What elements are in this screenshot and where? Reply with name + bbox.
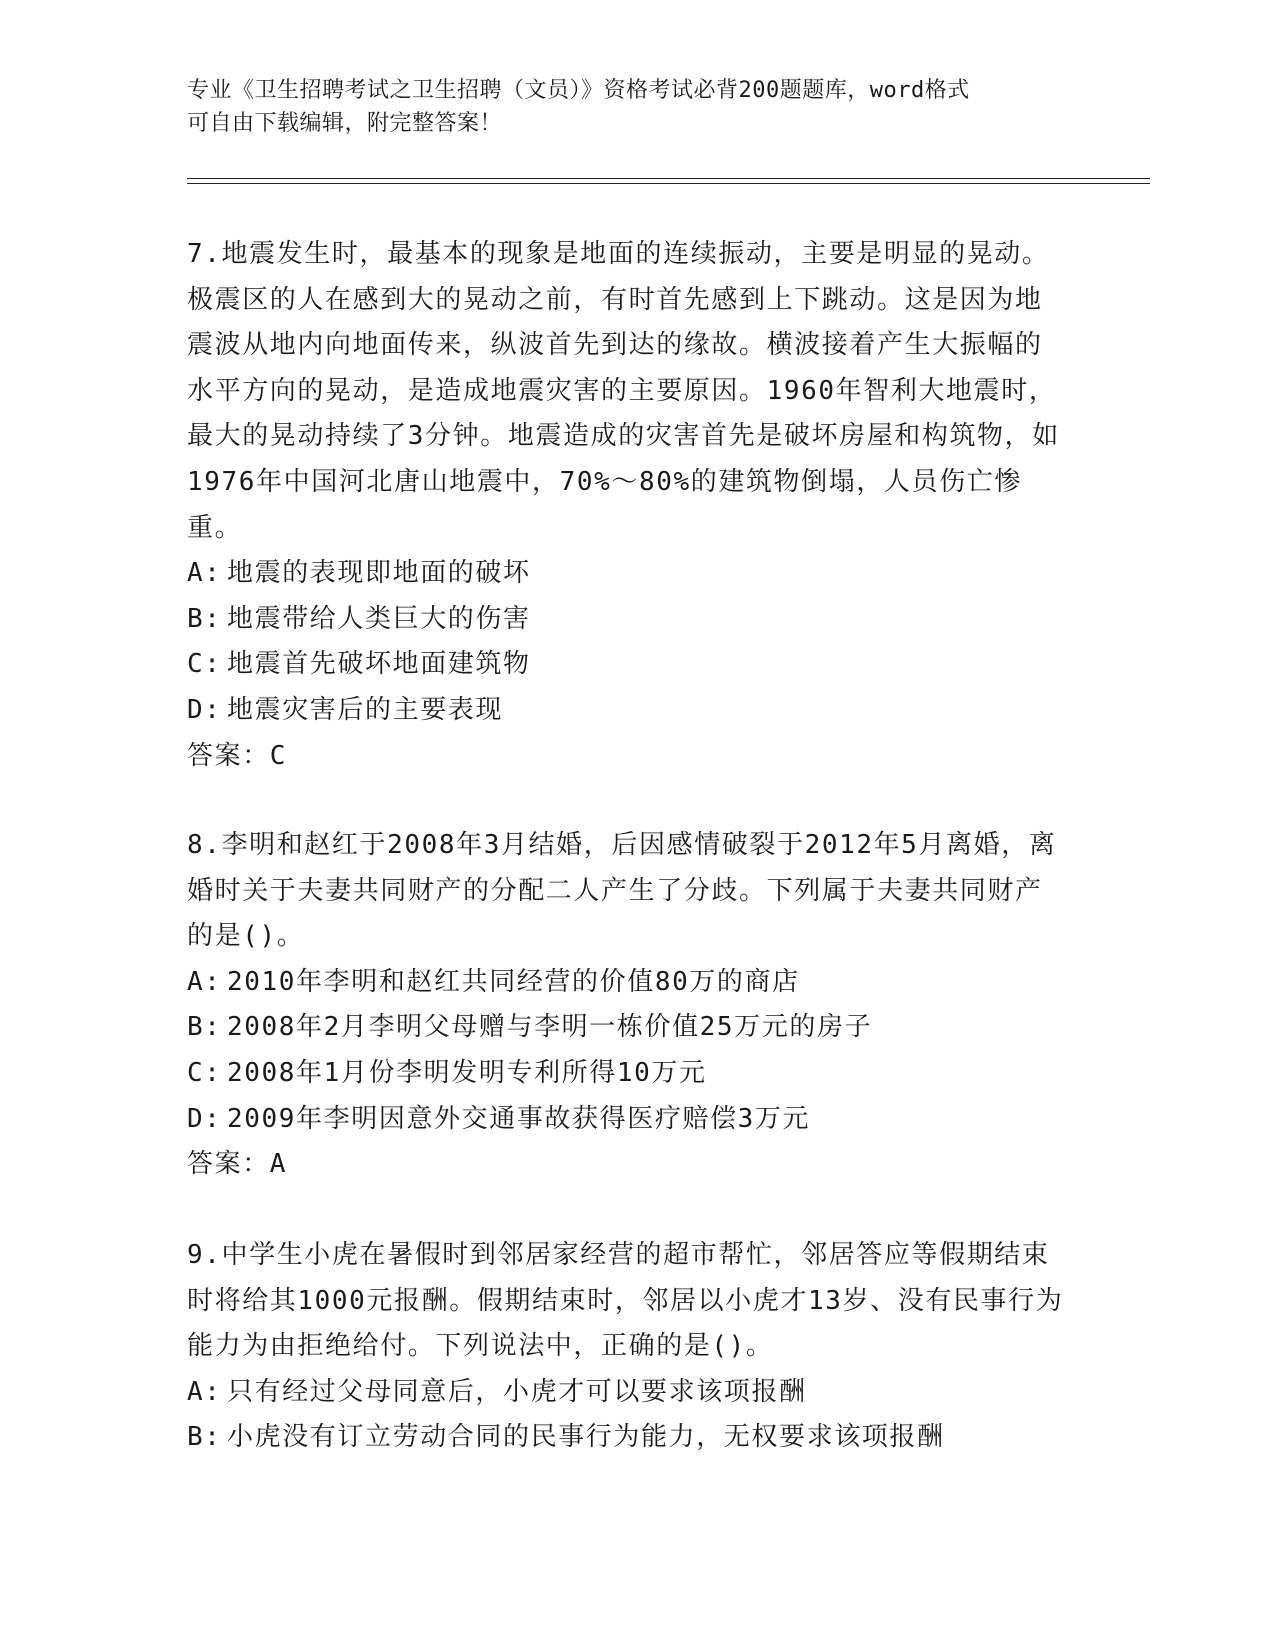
option-letter: B: xyxy=(187,1012,222,1043)
option-letter: D: xyxy=(187,694,222,725)
option-letter: A: xyxy=(187,966,222,997)
option-text: 地震首先破坏地面建筑物 xyxy=(227,649,531,680)
option-a xyxy=(187,1370,1067,1416)
option-text: 2010年李明和赵红共同经营的价值80万的商店 xyxy=(227,966,800,997)
document-header xyxy=(187,74,1067,140)
option-a xyxy=(187,960,1067,1006)
question-stem: 9.中学生小虎在暑假时到邻居家经营的超市帮忙，邻居答应等假期结束时将给其1000元报酬。假期结束时，邻居以小虎才13岁、没有民事行为能力为由拒绝给付。下列说法中，正确的是()。 xyxy=(187,1240,1064,1362)
question-8 xyxy=(187,823,1067,1188)
option-text: 小虎没有订立劳动合同的民事行为能力，无权要求该项报酬 xyxy=(227,1422,945,1453)
option-b xyxy=(187,1005,1067,1051)
option-d xyxy=(187,688,1067,734)
option-letter: D: xyxy=(187,1103,222,1134)
option-text: 2008年2月李明父母赠与李明一栋价值25万元的房子 xyxy=(227,1012,873,1043)
option-c xyxy=(187,642,1067,688)
question-7 xyxy=(187,232,1067,779)
option-text: 只有经过父母同意后，小虎才可以要求该项报酬 xyxy=(227,1376,807,1407)
option-b xyxy=(187,1415,1067,1461)
header-divider-bottom xyxy=(187,183,1150,184)
option-letter: A: xyxy=(187,558,222,589)
option-letter: B: xyxy=(187,1422,222,1453)
answer-label: 答案：A xyxy=(187,1149,288,1180)
header-divider-top xyxy=(187,178,1150,179)
answer-label: 答案：C xyxy=(187,740,288,771)
option-c xyxy=(187,1051,1067,1097)
option-d xyxy=(187,1097,1067,1143)
option-b xyxy=(187,597,1067,643)
header-line-1: 专业《卫生招聘考试之卫生招聘（文员）》资格考试必背200题题库，word格式 xyxy=(187,78,970,103)
option-text: 地震灾害后的主要表现 xyxy=(227,694,504,725)
question-stem: 7.地震发生时，最基本的现象是地面的连续振动，主要是明显的晃动。极震区的人在感到大的晃动之前，有时首先感到上下跳动。这是因为地震波从地内向地面传来，纵波首先到达的缘故。横波接着产生大振幅的水平方向的晃动，是造成地震灾害的主要原因。1960年智利大地震时，最大的晃动持续了3分钟。地震造成的灾害首先是破坏房屋和构筑物，如1976年中国河北唐山地震中，70%～80%的建筑物倒塌，人员伤亡惨重。 xyxy=(187,239,1060,543)
option-a xyxy=(187,551,1067,597)
option-text: 地震的表现即地面的破坏 xyxy=(227,558,531,589)
option-text: 地震带给人类巨大的伤害 xyxy=(227,603,531,634)
option-letter: B: xyxy=(187,603,222,634)
option-text: 2009年李明因意外交通事故获得医疗赔偿3万元 xyxy=(227,1103,811,1134)
option-letter: A: xyxy=(187,1376,222,1407)
option-text: 2008年1月份李明发明专利所得10万元 xyxy=(227,1057,707,1088)
header-line-2: 可自由下载编辑，附完整答案！ xyxy=(187,111,503,136)
question-9 xyxy=(187,1233,1067,1461)
question-stem: 8.李明和赵红于2008年3月结婚，后因感情破裂于2012年5月离婚，离婚时关于夫妻共同财产的分配二人产生了分歧。下列属于夫妻共同财产的是()。 xyxy=(187,830,1057,952)
option-letter: C: xyxy=(187,1057,222,1088)
option-letter: C: xyxy=(187,649,222,680)
